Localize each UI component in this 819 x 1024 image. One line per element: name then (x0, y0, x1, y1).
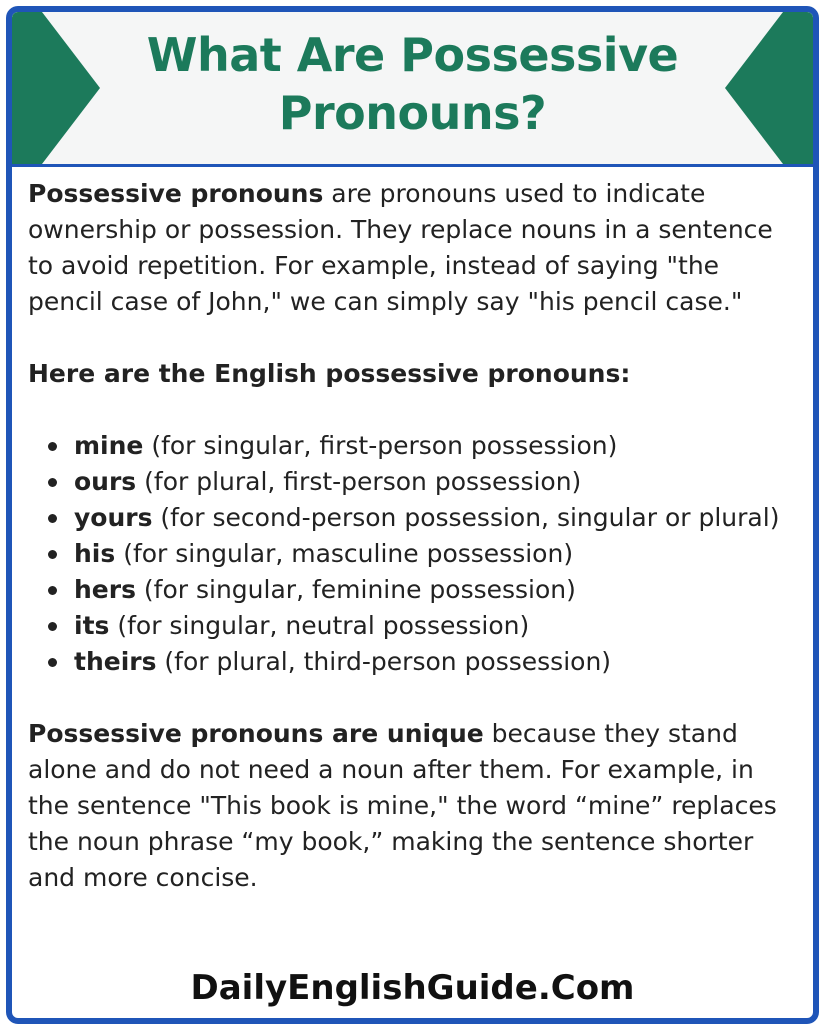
list-item (28, 464, 798, 500)
closing-bold-term: Possessive pronouns are unique (28, 719, 484, 748)
pronoun-word: its (74, 611, 110, 640)
title-banner (12, 12, 813, 167)
pronoun-word: ours (74, 467, 137, 496)
list-item (28, 572, 798, 608)
list-item (28, 536, 798, 572)
pronoun-desc: (for singular, neutral possession) (109, 611, 530, 640)
pronoun-desc: (for singular, masculine possession) (115, 539, 574, 568)
intro-text: are pronouns used to indicate ownership or possession. They replace nouns in a sentence to avoid repetition. For example, instead of saying "the pencil case of John," we can simply say "his pencil case." (28, 179, 773, 316)
closing-text: because they stand alone and do not need a noun after them. For example, in the sentence "This book is mine," the word “mine” replaces the noun phrase “my book,” making the sentence shorter and more concise. (28, 719, 777, 892)
pronoun-word: mine (74, 431, 144, 460)
list-item (28, 644, 798, 680)
list-item (28, 428, 798, 464)
pronoun-desc: (for plural, third-person possession) (156, 647, 612, 676)
pronoun-desc: (for second-person possession, singular or plural) (152, 503, 780, 532)
page-title: What Are Possessive Pronouns? (146, 28, 679, 140)
document-frame (6, 6, 819, 1024)
list-heading: Here are the English possessive pronouns: (28, 359, 631, 388)
pronoun-word: theirs (74, 647, 157, 676)
intro-bold-term: Possessive pronouns (28, 179, 324, 208)
right-ribbon-shape (725, 12, 813, 164)
pronoun-desc: (for plural, first-person possession) (136, 467, 582, 496)
closing-paragraph (28, 716, 798, 896)
pronoun-desc: (for singular, first-person possession) (143, 431, 618, 460)
pronoun-word: his (74, 539, 116, 568)
site-watermark: DailyEnglishGuide.Com (190, 968, 635, 1008)
left-ribbon-shape (12, 12, 100, 164)
list-item (28, 500, 798, 536)
intro-paragraph (28, 176, 798, 320)
pronoun-word: yours (74, 503, 153, 532)
pronoun-list (28, 428, 798, 680)
pronoun-desc: (for singular, feminine possession) (135, 575, 576, 604)
article-body (28, 176, 798, 896)
list-item (28, 608, 798, 644)
pronoun-word: hers (74, 575, 136, 604)
